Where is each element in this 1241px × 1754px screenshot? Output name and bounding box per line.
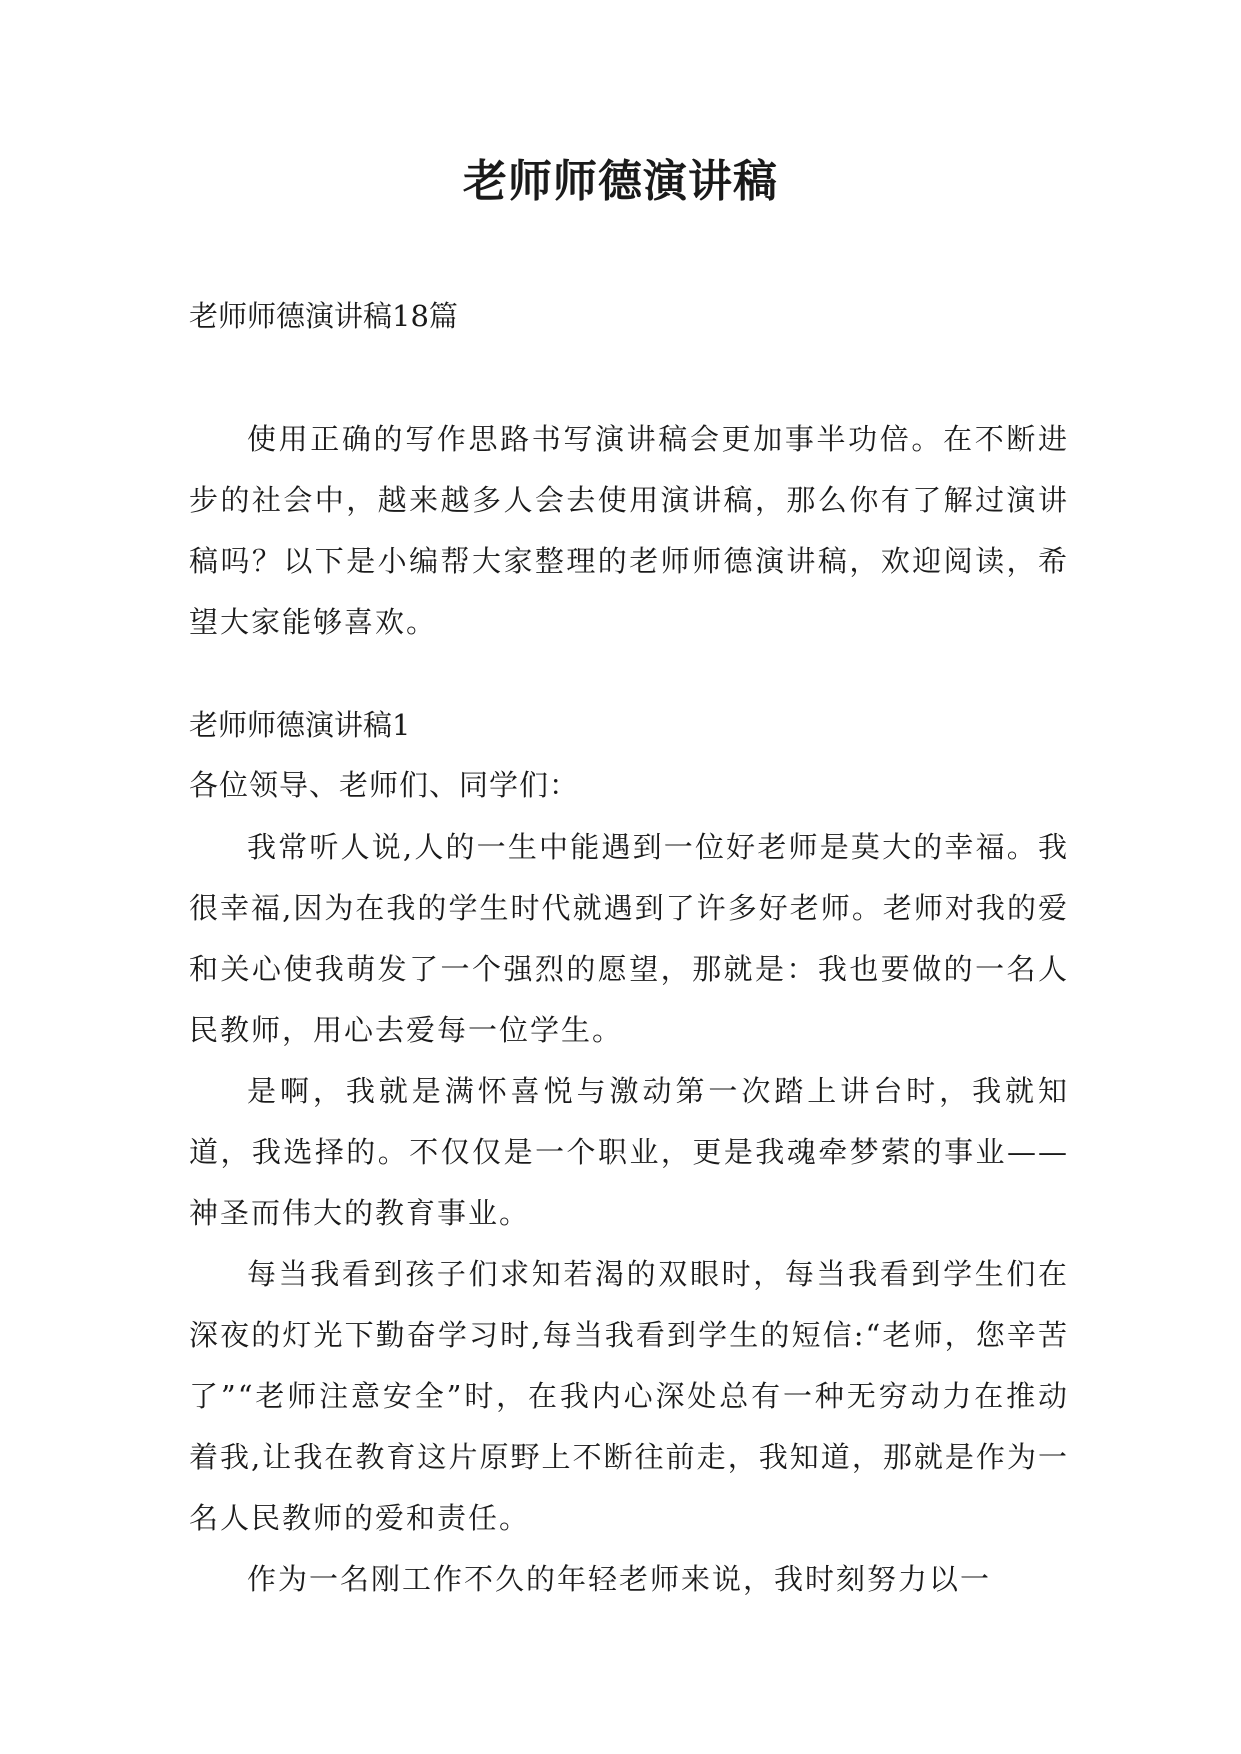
body-paragraph: 是啊，我就是满怀喜悦与激动第一次踏上讲台时，我就知道，我选择的。不仅仅是一个职业，更是我魂牵梦萦的事业——神圣而伟大的教育事业。: [189, 1074, 1069, 1230]
salutation: 各位领导、老师们、同学们：: [189, 768, 580, 802]
document-subtitle: 老师师德演讲稿18篇: [189, 299, 458, 333]
speech-body: [189, 817, 1069, 1610]
intro-paragraph: 使用正确的写作思路书写演讲稿会更加事半功倍。在不断进步的社会中，越来越多人会去使用演讲稿，那么你有了解过演讲稿吗？以下是小编帮大家整理的老师师德演讲稿，欢迎阅读，希望大家能够喜欢。: [189, 422, 1069, 639]
section-heading: 老师师德演讲稿1: [189, 708, 411, 742]
body-paragraph: 作为一名刚工作不久的年轻老师来说，我时刻努力以一: [247, 1562, 992, 1596]
document-title: 老师师德演讲稿: [463, 156, 778, 207]
body-paragraph: 每当我看到孩子们求知若渴的双眼时，每当我看到学生们在深夜的灯光下勤奋学习时,每当我看到学生的短信:“老师，您辛苦了”“老师注意安全”时，在我内心深处总有一种无穷动力在推动着我,让我在教育这片原野上不断往前走，我知道，那就是作为一名人民教师的爱和责任。: [189, 1257, 1069, 1535]
body-paragraph: 我常听人说,人的一生中能遇到一位好老师是莫大的幸福。我很幸福,因为在我的学生时代就遇到了许多好老师。老师对我的爱和关心使我萌发了一个强烈的愿望，那就是：我也要做的一名人民教师，用心去爱每一位学生。: [189, 830, 1069, 1047]
